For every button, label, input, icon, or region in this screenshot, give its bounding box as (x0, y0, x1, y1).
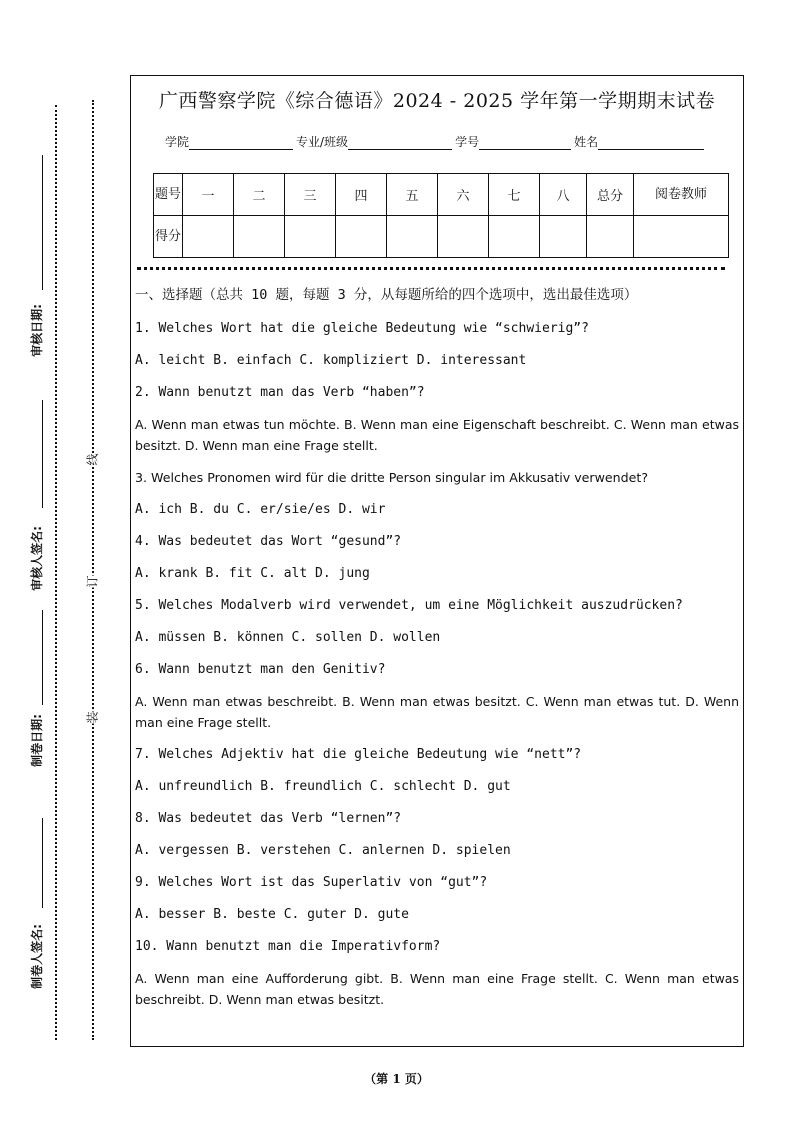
field-name-label: 姓名 (574, 135, 599, 149)
score-table (153, 173, 729, 258)
exam-title: 广西警察学院《综合德语》2024 - 2025 学年第一学期期末试卷 (158, 90, 716, 112)
maker-date-line (42, 610, 43, 705)
bind-char-line: 线 (82, 453, 103, 465)
score-cell-total[interactable] (587, 216, 634, 258)
section-divider (137, 267, 725, 270)
field-name-blank[interactable] (598, 137, 704, 150)
section-heading: 一、选择题（总共 10 题，每题 3 分，从每题所给的四个选项中，选出最佳选项） (135, 287, 638, 303)
reviewer-date-line (42, 155, 43, 290)
col-2: 二 (234, 174, 285, 216)
score-cell[interactable] (540, 216, 587, 258)
col-4: 四 (336, 174, 387, 216)
options-2: A. Wenn man etwas tun möchte. B. Wenn man eine Eigenschaft beschreibt. C. Wenn man etwas besitzt. D. Wenn man eine Frage stellt. (135, 417, 739, 453)
question-3: 3. Welches Pronomen wird für die dritte Person singular im Akkusativ verwendet? (135, 470, 649, 485)
options-3: A. ich B. du C. er/sie/es D. wir (135, 502, 386, 517)
field-college-blank[interactable] (189, 137, 293, 150)
options-10: A. Wenn man eine Aufforderung gibt. B. Wenn man eine Frage stellt. C. Wenn man etwas beschreibt. D. Wenn man etwas besitzt. (135, 971, 739, 1007)
maker-date-label: 制卷日期: (29, 714, 44, 767)
col-7: 七 (489, 174, 540, 216)
margin-dotted-line-right (92, 100, 94, 1040)
options-8: A. vergessen B. verstehen C. anlernen D. spielen (135, 843, 511, 858)
score-cell[interactable] (183, 216, 234, 258)
maker-sign-line (42, 818, 43, 908)
col-8: 八 (540, 174, 587, 216)
question-9: 9. Welches Wort ist das Superlativ von “gut”? (135, 875, 488, 890)
score-cell[interactable] (285, 216, 336, 258)
score-cell[interactable] (234, 216, 285, 258)
question-10: 10. Wann benutzt man die Imperativform? (135, 939, 441, 954)
score-cell[interactable] (387, 216, 438, 258)
col-1: 一 (183, 174, 234, 216)
maker-sign-label: 制卷人签名: (29, 924, 44, 989)
score-cell-reviewer[interactable] (634, 216, 729, 258)
options-5: A. müssen B. können C. sollen D. wollen (135, 630, 441, 645)
options-6: A. Wenn man etwas beschreibt. B. Wenn man etwas besitzt. C. Wenn man etwas tut. D. Wenn man eine Frage stellt. (135, 694, 739, 730)
options-7: A. unfreundlich B. freundlich C. schlecht D. gut (135, 779, 511, 794)
question-5: 5. Welches Modalverb wird verwendet, um eine Möglichkeit auszudrücken? (135, 598, 683, 613)
page-number: （第 1 页） (364, 1072, 429, 1086)
question-1: 1. Welches Wort hat die gleiche Bedeutung wie “schwierig”? (135, 321, 589, 336)
question-2: 2. Wann benutzt man das Verb “haben”? (135, 385, 425, 400)
col-6: 六 (438, 174, 489, 216)
student-info-row (165, 133, 707, 150)
reviewer-sign-label: 审核人签名: (29, 526, 44, 591)
options-4: A. krank B. fit C. alt D. jung (135, 566, 370, 581)
col-total: 总分 (587, 174, 634, 216)
question-4: 4. Was bedeutet das Wort “gesund”? (135, 534, 402, 549)
row-label-score: 得分 (154, 216, 183, 258)
field-id-label: 学号 (455, 135, 480, 149)
bind-char-order: 订 (82, 575, 103, 587)
field-college-label: 学院 (165, 135, 190, 149)
reviewer-date-label: 审核日期: (29, 304, 44, 357)
question-6: 6. Wann benutzt man den Genitiv? (135, 662, 386, 677)
options-9: A. besser B. beste C. guter D. gute (135, 907, 409, 922)
field-major-blank[interactable] (348, 137, 452, 150)
margin-dotted-line-left (55, 105, 57, 1040)
score-cell[interactable] (336, 216, 387, 258)
score-cell[interactable] (489, 216, 540, 258)
options-1: A. leicht B. einfach C. kompliziert D. interessant (135, 353, 527, 368)
row-label-question-no: 题号 (154, 174, 183, 216)
field-id-blank[interactable] (479, 137, 571, 150)
exam-frame (130, 75, 744, 1047)
question-section (135, 285, 739, 1021)
question-8: 8. Was bedeutet das Verb “lernen”? (135, 811, 402, 826)
bind-char-fold: 装 (82, 711, 103, 723)
score-cell[interactable] (438, 216, 489, 258)
col-5: 五 (387, 174, 438, 216)
field-major-label: 专业/班级 (296, 135, 349, 149)
col-3: 三 (285, 174, 336, 216)
col-reviewer: 阅卷教师 (634, 174, 729, 216)
reviewer-sign-line (42, 400, 43, 508)
question-7: 7. Welches Adjektiv hat die gleiche Bedeutung wie “nett”? (135, 747, 582, 762)
